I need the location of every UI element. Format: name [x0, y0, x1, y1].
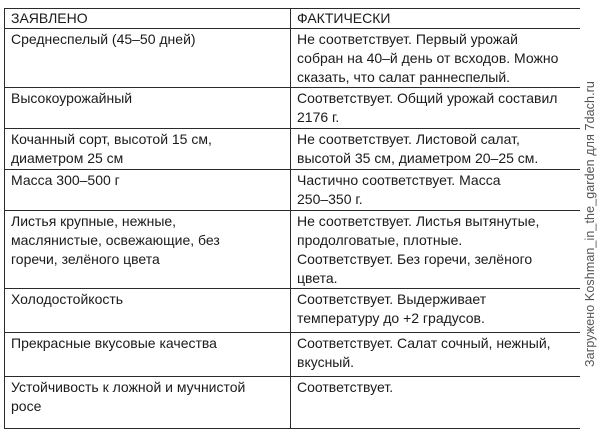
cell-actual — [291, 289, 581, 333]
cell-actual — [291, 211, 581, 289]
cell-text-line: продолговатые, плотные. — [297, 232, 463, 248]
table-row — [5, 377, 581, 429]
table-row — [5, 129, 581, 170]
cell-text-line: горечи, зелёного цвета — [11, 251, 160, 267]
cell-text-line: Соответствует. Салат сочный, нежный, — [297, 335, 551, 351]
cell-text-line: Не соответствует. Листовой салат, — [297, 131, 520, 147]
table-row — [5, 29, 581, 88]
header-actual: ФАКТИЧЕСКИ — [291, 9, 581, 29]
comparison-table-wrapper — [4, 8, 580, 448]
cell-text-line: Высокоурожайный — [11, 90, 133, 106]
cell-text-line: Не соответствует. Первый урожай — [297, 31, 518, 47]
cell-text-line: маслянистые, освежающие, без — [11, 232, 220, 248]
table-row — [5, 88, 581, 129]
cell-text-line: Не соответствует. Листья вытянутые, — [297, 213, 540, 229]
cell-declared — [5, 129, 291, 170]
cell-actual — [291, 29, 581, 88]
cell-text-line: температуру до +2 градусов. — [297, 310, 485, 326]
cell-text-line: высотой 35 см, диаметром 20–25 см. — [297, 150, 539, 166]
cell-text-line: Среднеспелый (45–50 дней) — [11, 31, 196, 47]
cell-text-line: 250–350 г. — [297, 191, 363, 207]
cell-text-line: Соответствует. Без горечи, зелёного — [297, 251, 533, 267]
cell-actual — [291, 333, 581, 377]
table-row — [5, 170, 581, 211]
cell-actual — [291, 129, 581, 170]
cell-text-line: Соответствует. — [297, 379, 394, 395]
cell-text-line: Масса 300–500 г — [11, 172, 120, 188]
cell-text-line: диаметром 25 см — [11, 150, 124, 166]
watermark — [583, 0, 597, 448]
cell-text-line: Кочанный сорт, высотой 15 см, — [11, 131, 212, 147]
cell-declared — [5, 289, 291, 333]
comparison-table — [4, 8, 580, 429]
cell-text-line: Соответствует. Общий урожай составил — [297, 90, 558, 106]
cell-declared — [5, 211, 291, 289]
cell-declared — [5, 377, 291, 429]
cell-text-line: цвета. — [297, 270, 338, 286]
cell-declared — [5, 29, 291, 88]
watermark-text: Загружено Koshman_in_the_garden для 7dach.ru — [583, 81, 598, 367]
cell-text-line: Устойчивость к ложной и мучнистой — [11, 379, 246, 395]
cell-text-line: 2176 г. — [297, 109, 340, 125]
header-declared: ЗАЯВЛЕНО — [5, 9, 291, 29]
cell-text-line: собран на 40–й день от всходов. Можно — [297, 50, 559, 66]
cell-declared — [5, 170, 291, 211]
table-row — [5, 333, 581, 377]
cell-text-line: Соответствует. Выдерживает — [297, 291, 487, 307]
cell-actual — [291, 377, 581, 429]
table-row — [5, 289, 581, 333]
cell-actual — [291, 170, 581, 211]
cell-text-line: вкусный. — [297, 354, 355, 370]
cell-actual — [291, 88, 581, 129]
cell-text-line: Листья крупные, нежные, — [11, 213, 177, 229]
table-row — [5, 211, 581, 289]
cell-text-line: Холодостойкость — [11, 291, 124, 307]
table-header-row — [5, 9, 581, 29]
cell-text-line: Частично соответствует. Масса — [297, 172, 501, 188]
cell-declared — [5, 333, 291, 377]
cell-text-line: росе — [11, 398, 42, 414]
cell-text-line: Прекрасные вкусовые качества — [11, 335, 217, 351]
cell-text-line: сказать, что салат раннеспелый. — [297, 69, 511, 85]
cell-declared — [5, 88, 291, 129]
